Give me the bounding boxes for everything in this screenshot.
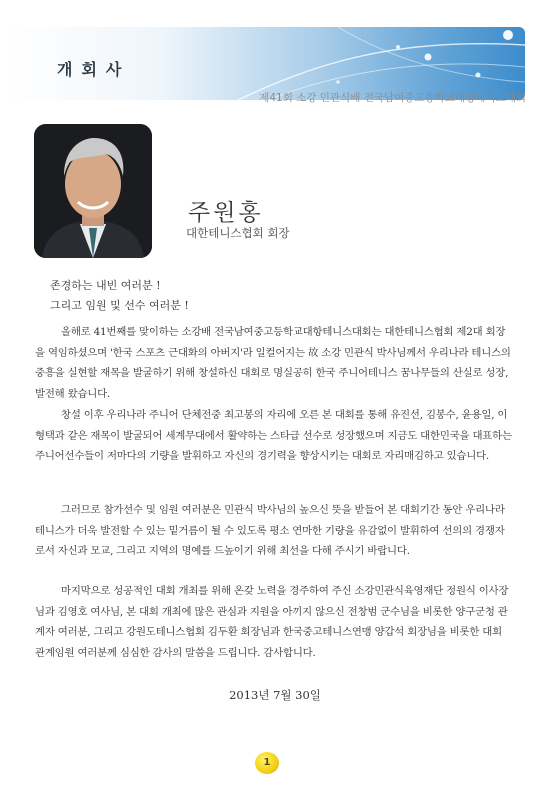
greeting [50,276,189,316]
speaker-name: 주원홍 [188,200,264,226]
signature-date: 2013년 7월 30일 [229,688,321,702]
speaker-role: 대한테니스협회 회장 [186,226,290,240]
paragraph-4: 마지막으로 성공적인 대회 개최를 위해 온갖 노력을 경주하여 주신 소강민관식육영재단 정원식 이사장님과 김영호 여사님, 본 대회 개최에 많은 관심과 지원을 아끼지 않으신 전창범 군수님을 비롯한 양구군청 관계자 여러분, 그리고 강원도테니스협회 김두환 회장님과 한국중고테니스연맹 양갑석 회장님을 비롯한 대회 관계임원 여러분께 심심한 감사의 말씀을 드립니다. 감사합니다. [35,585,509,659]
greeting-line-2: 그리고 임원 및 선수 여러분 ! [50,299,189,312]
paragraph-2: 창설 이후 우리나라 주니어 단체전중 최고봉의 자리에 오른 본 대회를 통해 유진선, 김봉수, 윤용일, 이형택과 같은 재목이 발굴되어 세계무대에서 활약하는 스타급 선수로 성장했으며 지금도 대한민국을 대표하는 주니어선수들이 저마다의 기량을 발휘하고 자신의 경기력을 향상시키는 대회로 자리매김하고 있습니다. [35,409,512,462]
greeting-line-1: 존경하는 내빈 여러분 ! [50,279,161,292]
speaker-photo [34,124,152,258]
page-number-badge: 1 [255,752,279,774]
portrait-image [34,124,152,258]
page-title: 개회사 [57,60,131,79]
event-subtitle: 제41회 소강 민관식배 전국남여중고등학교대항테니스대회 [259,92,526,104]
paragraph-3: 그러므로 참가선수 및 임원 여러분은 민관식 박사님의 높으신 뜻을 받들어 본 대회기간 동안 우리나라 테니스가 더욱 발전할 수 있는 밑거름이 될 수 있도록 평소 연마한 기량을 유감없이 발휘하여 선의의 경쟁자로서 자신과 모교, 그리고 지역의 명예를 드높이기 위해 최선을 다해 주시기 바랍니다. [35,504,505,557]
paragraph-1: 올해로 41번째를 맞이하는 소강배 전국남여중고등학교대항테니스대회는 대한테니스협회 제2대 회장을 역임하셨으며 '한국 스포츠 근대화의 아버지'라 일컬어지는 故 소강 민관식 박사님께서 우리나라 테니스의 중흥을 실현할 재목을 발굴하기 위해 창설하신 대회로 명실공히 한국 주니어테니스 꿈나무들의 산실로 성장, 발전해 왔습니다. [35,326,511,400]
